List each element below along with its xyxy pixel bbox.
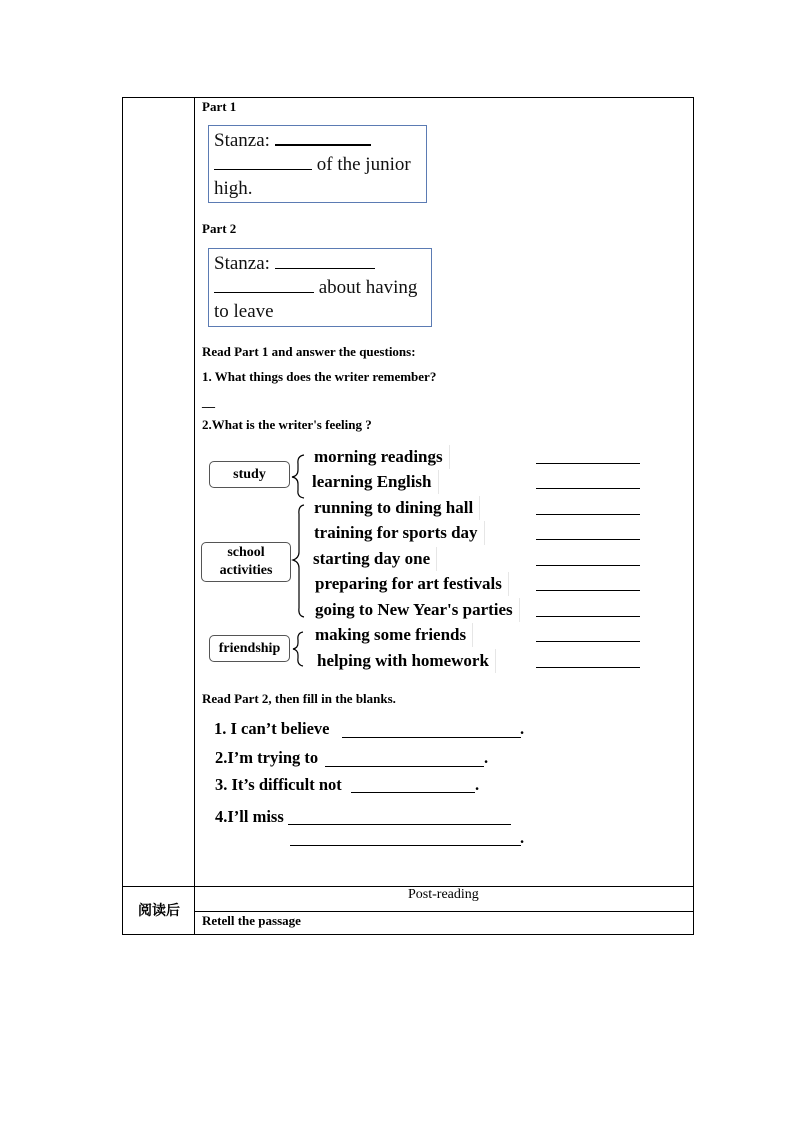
column-divider xyxy=(194,97,195,935)
feeling-answer-line[interactable] xyxy=(536,488,640,489)
feeling-answer-line[interactable] xyxy=(536,539,640,540)
sentence-1-period: . xyxy=(520,719,525,738)
item-morning-readings: morning readings xyxy=(314,445,450,469)
feeling-answer-line[interactable] xyxy=(536,463,640,464)
item-running-dining-hall: running to dining hall xyxy=(314,496,480,520)
part1-title-blank[interactable] xyxy=(275,129,371,146)
post-reading-title: Post-reading xyxy=(408,887,479,902)
category-activities-label: activities xyxy=(219,563,273,578)
sentence-2: 2.I’m trying to xyxy=(215,748,319,767)
part2-line2-blank[interactable] xyxy=(214,277,314,293)
feeling-answer-line[interactable] xyxy=(536,514,640,515)
question-2: 2.What is the writer's feeling ? xyxy=(202,417,372,432)
category-school-activities-box xyxy=(201,542,291,582)
item-helping-homework: helping with homework xyxy=(317,649,496,673)
sentence-1-blank[interactable] xyxy=(342,737,521,738)
retell-task: Retell the passage xyxy=(202,913,301,928)
category-study-label: study xyxy=(233,466,266,482)
sentence-4: 4.I’ll miss xyxy=(215,807,284,826)
category-friendship-label: friendship xyxy=(218,640,281,656)
sentence-2-blank[interactable] xyxy=(325,766,484,767)
part1-line2-blank[interactable] xyxy=(214,154,312,170)
sentence-3-blank[interactable] xyxy=(351,792,475,793)
part1-line2-tail: of the junior xyxy=(316,154,411,175)
sentence-4-period: . xyxy=(520,828,525,847)
item-making-friends: making some friends xyxy=(315,623,473,647)
feeling-answer-line[interactable] xyxy=(536,667,640,668)
item-starting-day-one: starting day one xyxy=(313,547,437,571)
item-preparing-art-festivals: preparing for art festivals xyxy=(315,572,509,596)
category-study-box xyxy=(209,461,290,488)
item-learning-english: learning English xyxy=(312,470,439,494)
part2-stanza-box xyxy=(208,248,432,327)
feeling-answer-line[interactable] xyxy=(536,565,640,566)
read-part2-heading: Read Part 2, then fill in the blanks. xyxy=(202,691,396,706)
part2-line3: to leave xyxy=(214,301,274,322)
category-school-label: school xyxy=(227,545,265,560)
question-1: 1. What things does the writer remember? xyxy=(202,369,437,384)
sentence-3-period: . xyxy=(475,775,480,794)
item-training-sports-day: training for sports day xyxy=(314,521,485,545)
feeling-answer-line[interactable] xyxy=(536,590,640,591)
part1-title: Part 1 xyxy=(202,99,237,114)
part2-line2-tail: about having xyxy=(318,277,418,298)
part1-line3: high. xyxy=(214,178,253,199)
sentence-3: 3. It’s difficult not xyxy=(215,775,342,794)
sentence-2-period: . xyxy=(484,748,489,767)
question-1-answer-dash: __ xyxy=(202,394,215,409)
part2-title: Part 2 xyxy=(202,221,237,236)
category-friendship-box xyxy=(209,635,290,662)
post-reading-section-label: 阅读后 xyxy=(138,903,180,919)
part2-title-blank[interactable] xyxy=(275,253,375,269)
item-new-years-parties: going to New Year's parties xyxy=(315,598,520,622)
feeling-answer-line[interactable] xyxy=(536,641,640,642)
row-divider-retell xyxy=(194,911,694,912)
part1-stanza-box xyxy=(208,125,427,203)
feeling-answer-line[interactable] xyxy=(536,616,640,617)
part2-stanza-label: Stanza: xyxy=(214,253,270,274)
sentence-4-blank-2[interactable] xyxy=(290,845,521,846)
sentence-4-blank[interactable] xyxy=(288,824,511,825)
part1-stanza-label: Stanza: xyxy=(214,130,270,151)
sentence-1: 1. I can’t believe xyxy=(214,719,330,738)
read-part1-heading: Read Part 1 and answer the questions: xyxy=(202,344,416,359)
